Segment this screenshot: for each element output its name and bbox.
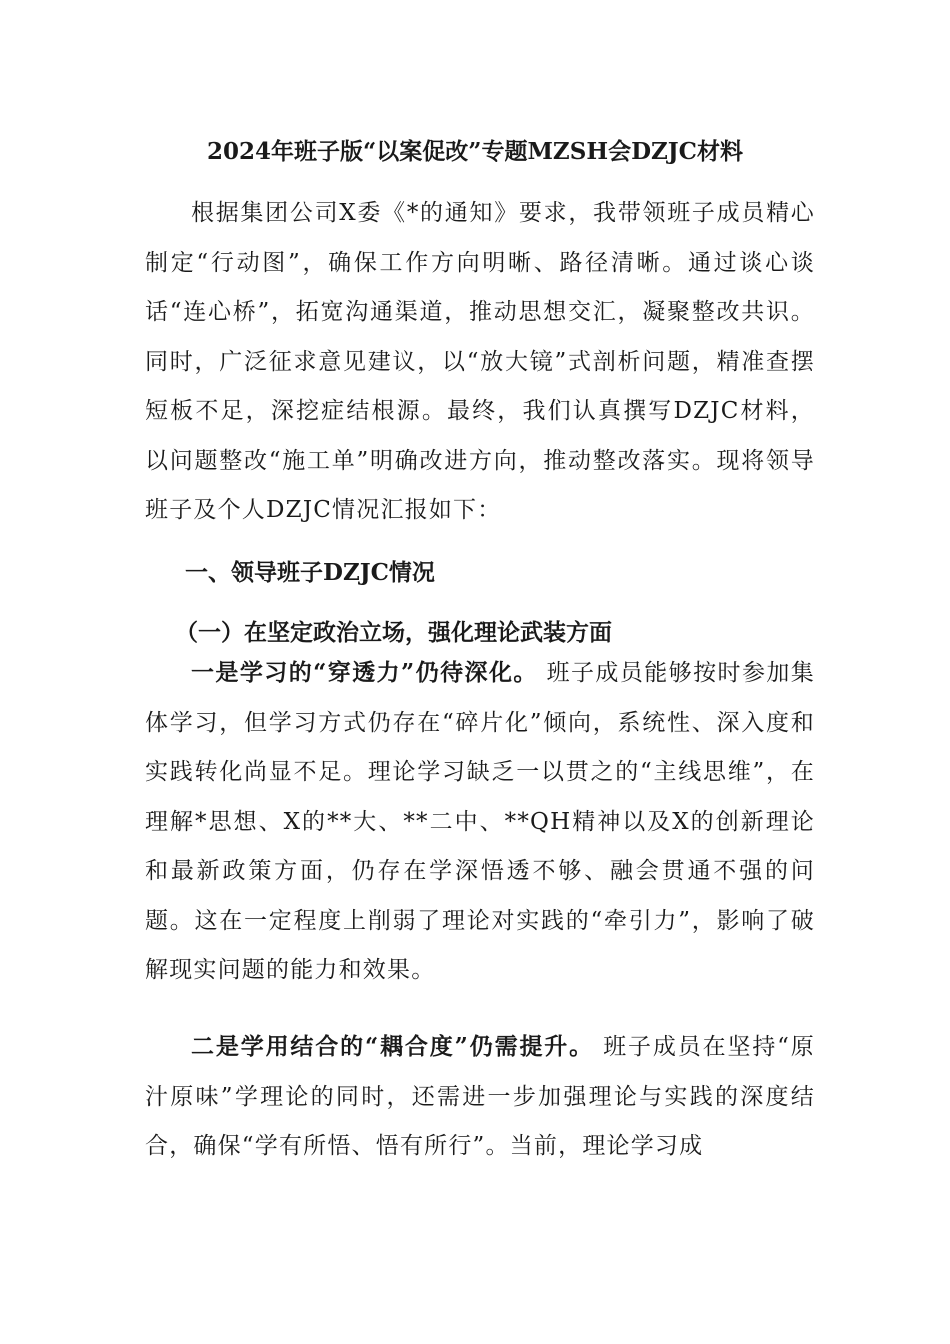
item1-paragraph: [145, 648, 815, 996]
item2-lead: 二是学用结合的“耦合度”仍需提升。: [191, 1033, 595, 1060]
section-heading: 一、领导班子DZJC情况: [185, 559, 435, 586]
subsection-heading: （一）在坚定政治立场，强化理论武装方面: [175, 619, 612, 646]
document-title: 2024年班子版“以案促改”专题MZSH会DZJC材料: [207, 138, 743, 165]
item1-body: 班子成员能够按时参加集体学习，但学习方式仍存在“碎片化”倾向，系统性、深入度和实践转化尚显不足。理论学习缺乏一以贯之的“主线思维”，在理解*思想、X的**大、**二中、**QH精神以及X的创新理论和最新政策方面，仍存在学深悟透不够、融会贯通不强的问题。这在一定程度上削弱了理论对实践的“牵引力”，影响了破解现实问题的能力和效果。: [145, 660, 815, 983]
intro-paragraph: 根据集团公司X委《*的通知》要求，我带领班子成员精心制定“行动图”，确保工作方向明晰、路径清晰。通过谈心谈话“连心桥”，拓宽沟通渠道，推动思想交汇，凝聚整改共识。同时，广泛征求意见建议，以“放大镜”式剖析问题，精准查摆短板不足，深挖症结根源。最终，我们认真撰写DZJC材料，以问题整改“施工单”明确改进方向，推动整改落实。现将领导班子及个人DZJC情况汇报如下：: [145, 200, 815, 523]
item2-paragraph: [145, 1022, 815, 1172]
item2-body: 班子成员在坚持“原汁原味”学理论的同时，还需进一步加强理论与实践的深度结合，确保“学有所悟、悟有所行”。当前，理论学习成: [145, 1034, 815, 1159]
item1-lead: 一是学习的“穿透力”仍待深化。: [191, 659, 538, 686]
